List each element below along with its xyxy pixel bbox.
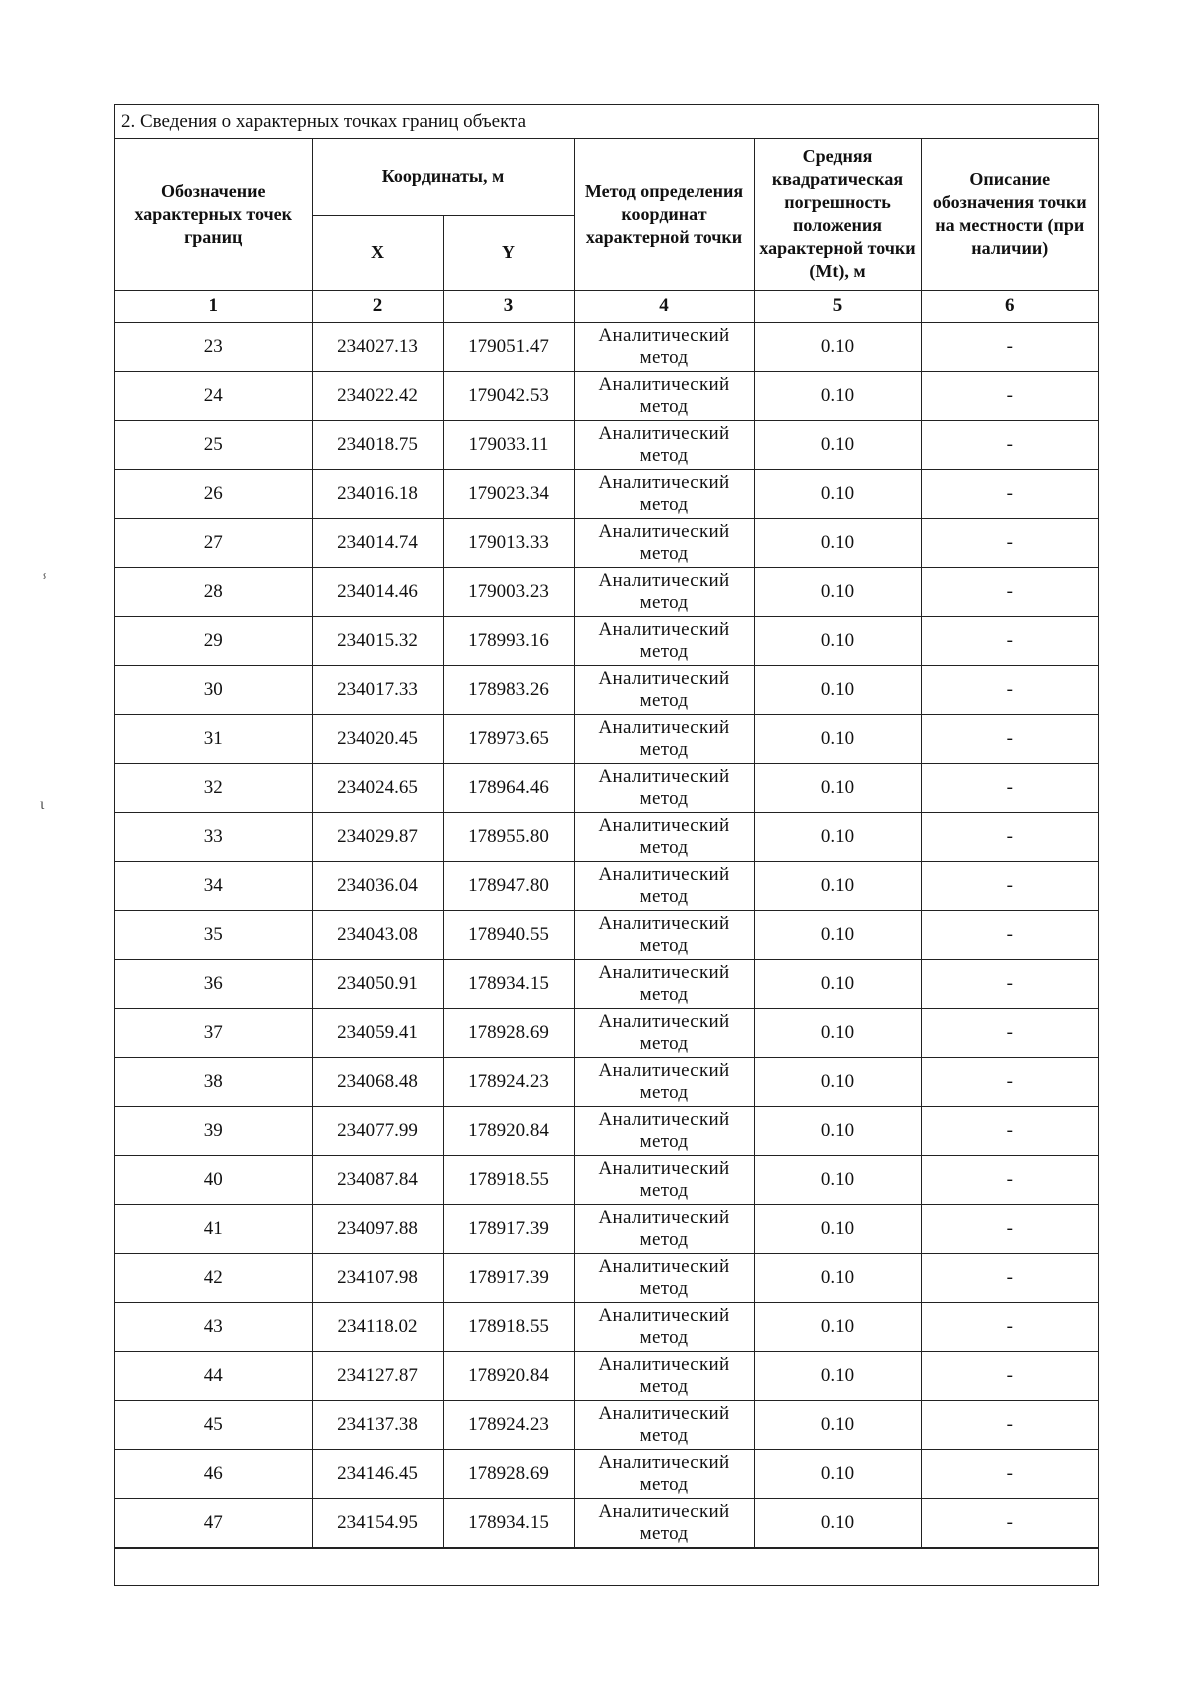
x-coordinate-cell: 234014.46 xyxy=(312,567,443,616)
x-coordinate-cell: 234020.45 xyxy=(312,714,443,763)
y-coordinate-cell: 178918.55 xyxy=(443,1155,574,1204)
x-coordinate-cell: 234018.75 xyxy=(312,420,443,469)
table-row xyxy=(115,861,1098,910)
table-row xyxy=(115,763,1098,812)
method-cell: Аналитический метод xyxy=(574,1400,754,1449)
error-cell: 0.10 xyxy=(754,1400,921,1449)
error-cell: 0.10 xyxy=(754,1253,921,1302)
method-cell: Аналитический метод xyxy=(574,910,754,959)
point-number-cell: 40 xyxy=(115,1155,312,1204)
method-cell: Аналитический метод xyxy=(574,665,754,714)
x-coordinate-cell: 234107.98 xyxy=(312,1253,443,1302)
table-row xyxy=(115,714,1098,763)
table-row xyxy=(115,1498,1098,1547)
description-cell: - xyxy=(921,1253,1098,1302)
x-coordinate-cell: 234050.91 xyxy=(312,959,443,1008)
method-cell: Аналитический метод xyxy=(574,861,754,910)
method-cell: Аналитический метод xyxy=(574,714,754,763)
description-cell: - xyxy=(921,371,1098,420)
x-coordinate-cell: 234127.87 xyxy=(312,1351,443,1400)
header-x: X xyxy=(312,215,443,290)
column-number: 5 xyxy=(754,290,921,322)
empty-footer-row xyxy=(115,1548,1098,1585)
x-coordinate-cell: 234015.32 xyxy=(312,616,443,665)
point-number-cell: 37 xyxy=(115,1008,312,1057)
table-row xyxy=(115,567,1098,616)
x-coordinate-cell: 234043.08 xyxy=(312,910,443,959)
y-coordinate-cell: 178964.46 xyxy=(443,763,574,812)
method-cell: Аналитический метод xyxy=(574,1253,754,1302)
document-page xyxy=(114,104,1099,1586)
error-cell: 0.10 xyxy=(754,616,921,665)
description-cell: - xyxy=(921,1400,1098,1449)
x-coordinate-cell: 234022.42 xyxy=(312,371,443,420)
y-coordinate-cell: 178934.15 xyxy=(443,1498,574,1547)
description-cell: - xyxy=(921,420,1098,469)
description-cell: - xyxy=(921,469,1098,518)
table-row xyxy=(115,665,1098,714)
x-coordinate-cell: 234059.41 xyxy=(312,1008,443,1057)
y-coordinate-cell: 178928.69 xyxy=(443,1008,574,1057)
table-row xyxy=(115,959,1098,1008)
error-cell: 0.10 xyxy=(754,812,921,861)
x-coordinate-cell: 234077.99 xyxy=(312,1106,443,1155)
method-cell: Аналитический метод xyxy=(574,1351,754,1400)
column-number: 6 xyxy=(921,290,1098,322)
x-coordinate-cell: 234036.04 xyxy=(312,861,443,910)
description-cell: - xyxy=(921,1155,1098,1204)
description-cell: - xyxy=(921,1351,1098,1400)
description-cell: - xyxy=(921,1106,1098,1155)
table-row xyxy=(115,1155,1098,1204)
error-cell: 0.10 xyxy=(754,910,921,959)
error-cell: 0.10 xyxy=(754,861,921,910)
error-cell: 0.10 xyxy=(754,1057,921,1106)
x-coordinate-cell: 234097.88 xyxy=(312,1204,443,1253)
table-row xyxy=(115,518,1098,567)
column-number: 1 xyxy=(115,290,312,322)
x-coordinate-cell: 234016.18 xyxy=(312,469,443,518)
table-row xyxy=(115,616,1098,665)
y-coordinate-cell: 178940.55 xyxy=(443,910,574,959)
point-number-cell: 31 xyxy=(115,714,312,763)
table-body xyxy=(115,322,1098,1547)
point-number-cell: 30 xyxy=(115,665,312,714)
point-number-cell: 41 xyxy=(115,1204,312,1253)
table-row xyxy=(115,1302,1098,1351)
x-coordinate-cell: 234068.48 xyxy=(312,1057,443,1106)
scan-artifact: ⸯ xyxy=(40,576,50,593)
method-cell: Аналитический метод xyxy=(574,1498,754,1547)
point-number-cell: 32 xyxy=(115,763,312,812)
x-coordinate-cell: 234014.74 xyxy=(312,518,443,567)
x-coordinate-cell: 234154.95 xyxy=(312,1498,443,1547)
point-number-cell: 33 xyxy=(115,812,312,861)
point-number-cell: 34 xyxy=(115,861,312,910)
error-cell: 0.10 xyxy=(754,322,921,371)
table-row xyxy=(115,1351,1098,1400)
y-coordinate-cell: 179013.33 xyxy=(443,518,574,567)
method-cell: Аналитический метод xyxy=(574,322,754,371)
y-coordinate-cell: 178934.15 xyxy=(443,959,574,1008)
method-cell: Аналитический метод xyxy=(574,1008,754,1057)
error-cell: 0.10 xyxy=(754,1155,921,1204)
section-title: 2. Сведения о характерных точках границ объекта xyxy=(115,105,1098,139)
description-cell: - xyxy=(921,616,1098,665)
description-cell: - xyxy=(921,518,1098,567)
point-number-cell: 25 xyxy=(115,420,312,469)
point-number-cell: 44 xyxy=(115,1351,312,1400)
method-cell: Аналитический метод xyxy=(574,1106,754,1155)
y-coordinate-cell: 178973.65 xyxy=(443,714,574,763)
y-coordinate-cell: 179042.53 xyxy=(443,371,574,420)
point-number-cell: 38 xyxy=(115,1057,312,1106)
point-number-cell: 36 xyxy=(115,959,312,1008)
y-coordinate-cell: 179051.47 xyxy=(443,322,574,371)
error-cell: 0.10 xyxy=(754,714,921,763)
method-cell: Аналитический метод xyxy=(574,616,754,665)
header-error: Средняя квадратическая погрешность положения характерной точки (Mt), м xyxy=(754,139,921,290)
y-coordinate-cell: 178917.39 xyxy=(443,1253,574,1302)
y-coordinate-cell: 178928.69 xyxy=(443,1449,574,1498)
error-cell: 0.10 xyxy=(754,1351,921,1400)
point-number-cell: 24 xyxy=(115,371,312,420)
error-cell: 0.10 xyxy=(754,469,921,518)
x-coordinate-cell: 234137.38 xyxy=(312,1400,443,1449)
error-cell: 0.10 xyxy=(754,1008,921,1057)
method-cell: Аналитический метод xyxy=(574,518,754,567)
header-coordinates: Координаты, м xyxy=(312,139,574,215)
error-cell: 0.10 xyxy=(754,763,921,812)
point-number-cell: 28 xyxy=(115,567,312,616)
error-cell: 0.10 xyxy=(754,420,921,469)
table-row xyxy=(115,1106,1098,1155)
header-y: Y xyxy=(443,215,574,290)
x-coordinate-cell: 234118.02 xyxy=(312,1302,443,1351)
table-row xyxy=(115,322,1098,371)
description-cell: - xyxy=(921,861,1098,910)
method-cell: Аналитический метод xyxy=(574,812,754,861)
y-coordinate-cell: 178955.80 xyxy=(443,812,574,861)
point-number-cell: 47 xyxy=(115,1498,312,1547)
method-cell: Аналитический метод xyxy=(574,469,754,518)
description-cell: - xyxy=(921,1302,1098,1351)
description-cell: - xyxy=(921,1057,1098,1106)
header-method: Метод определения координат характерной точки xyxy=(574,139,754,290)
point-number-cell: 35 xyxy=(115,910,312,959)
x-coordinate-cell: 234146.45 xyxy=(312,1449,443,1498)
x-coordinate-cell: 234017.33 xyxy=(312,665,443,714)
description-cell: - xyxy=(921,665,1098,714)
table-row xyxy=(115,1204,1098,1253)
description-cell: - xyxy=(921,910,1098,959)
boundary-points-table xyxy=(115,139,1098,1548)
x-coordinate-cell: 234024.65 xyxy=(312,763,443,812)
table-row xyxy=(115,469,1098,518)
error-cell: 0.10 xyxy=(754,665,921,714)
table-row xyxy=(115,1008,1098,1057)
point-number-cell: 23 xyxy=(115,322,312,371)
table-row xyxy=(115,1400,1098,1449)
table-row xyxy=(115,1253,1098,1302)
method-cell: Аналитический метод xyxy=(574,1302,754,1351)
error-cell: 0.10 xyxy=(754,1302,921,1351)
method-cell: Аналитический метод xyxy=(574,567,754,616)
point-number-cell: 45 xyxy=(115,1400,312,1449)
description-cell: - xyxy=(921,812,1098,861)
y-coordinate-cell: 179023.34 xyxy=(443,469,574,518)
y-coordinate-cell: 178947.80 xyxy=(443,861,574,910)
method-cell: Аналитический метод xyxy=(574,763,754,812)
error-cell: 0.10 xyxy=(754,567,921,616)
point-number-cell: 39 xyxy=(115,1106,312,1155)
error-cell: 0.10 xyxy=(754,1204,921,1253)
y-coordinate-cell: 179003.23 xyxy=(443,567,574,616)
error-cell: 0.10 xyxy=(754,518,921,567)
header-description: Описание обозначения точки на местности (при наличии) xyxy=(921,139,1098,290)
column-number: 2 xyxy=(312,290,443,322)
point-number-cell: 43 xyxy=(115,1302,312,1351)
method-cell: Аналитический метод xyxy=(574,1057,754,1106)
method-cell: Аналитический метод xyxy=(574,371,754,420)
point-number-cell: 42 xyxy=(115,1253,312,1302)
method-cell: Аналитический метод xyxy=(574,420,754,469)
point-number-cell: 27 xyxy=(115,518,312,567)
description-cell: - xyxy=(921,567,1098,616)
y-coordinate-cell: 178924.23 xyxy=(443,1057,574,1106)
table-row xyxy=(115,371,1098,420)
y-coordinate-cell: 179033.11 xyxy=(443,420,574,469)
error-cell: 0.10 xyxy=(754,959,921,1008)
description-cell: - xyxy=(921,714,1098,763)
y-coordinate-cell: 178917.39 xyxy=(443,1204,574,1253)
error-cell: 0.10 xyxy=(754,1106,921,1155)
y-coordinate-cell: 178993.16 xyxy=(443,616,574,665)
x-coordinate-cell: 234029.87 xyxy=(312,812,443,861)
error-cell: 0.10 xyxy=(754,1498,921,1547)
x-coordinate-cell: 234087.84 xyxy=(312,1155,443,1204)
description-cell: - xyxy=(921,763,1098,812)
table-row xyxy=(115,910,1098,959)
table-row xyxy=(115,812,1098,861)
scan-artifact: ι xyxy=(40,796,45,813)
table-row xyxy=(115,420,1098,469)
description-cell: - xyxy=(921,1008,1098,1057)
y-coordinate-cell: 178924.23 xyxy=(443,1400,574,1449)
point-number-cell: 46 xyxy=(115,1449,312,1498)
description-cell: - xyxy=(921,1498,1098,1547)
description-cell: - xyxy=(921,322,1098,371)
description-cell: - xyxy=(921,1449,1098,1498)
y-coordinate-cell: 178983.26 xyxy=(443,665,574,714)
x-coordinate-cell: 234027.13 xyxy=(312,322,443,371)
method-cell: Аналитический метод xyxy=(574,1155,754,1204)
description-cell: - xyxy=(921,1204,1098,1253)
y-coordinate-cell: 178918.55 xyxy=(443,1302,574,1351)
point-number-cell: 29 xyxy=(115,616,312,665)
method-cell: Аналитический метод xyxy=(574,959,754,1008)
description-cell: - xyxy=(921,959,1098,1008)
table-row xyxy=(115,1449,1098,1498)
column-number: 3 xyxy=(443,290,574,322)
column-number: 4 xyxy=(574,290,754,322)
header-point: Обозначение характерных точек границ xyxy=(115,139,312,290)
y-coordinate-cell: 178920.84 xyxy=(443,1351,574,1400)
point-number-cell: 26 xyxy=(115,469,312,518)
error-cell: 0.10 xyxy=(754,371,921,420)
y-coordinate-cell: 178920.84 xyxy=(443,1106,574,1155)
method-cell: Аналитический метод xyxy=(574,1204,754,1253)
table-row xyxy=(115,1057,1098,1106)
method-cell: Аналитический метод xyxy=(574,1449,754,1498)
error-cell: 0.10 xyxy=(754,1449,921,1498)
